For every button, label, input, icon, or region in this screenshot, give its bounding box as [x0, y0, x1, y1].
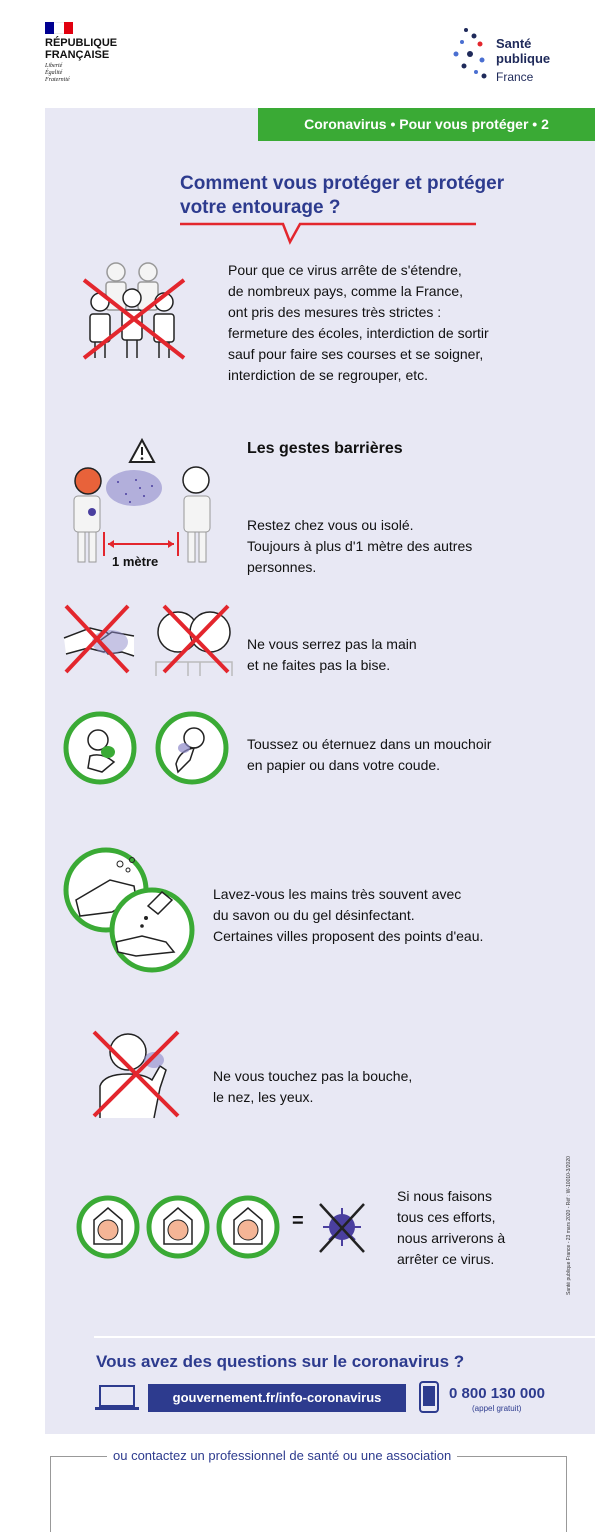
- gesture-line: Certaines villes proposent des points d'eau.: [213, 928, 484, 944]
- gesture-line: personnes.: [247, 559, 317, 575]
- gesture-no-handshake-text: [247, 634, 567, 676]
- distance-label: 1 mètre: [112, 554, 159, 569]
- intro-line: de nombreux pays, comme la France,: [228, 283, 463, 299]
- gesture-line: du savon ou du gel désinfectant.: [213, 907, 415, 923]
- equals-sign: =: [292, 1210, 304, 1232]
- intro-line: interdiction de se regrouper, etc.: [228, 367, 429, 383]
- contact-label: ou contactez un professionnel de santé ou une association: [107, 1448, 457, 1463]
- gesture-wash-hands-text: [213, 884, 563, 947]
- sante-publique-logo-icon: [452, 24, 492, 84]
- intro-line: sauf pour faire ses courses et se soigner,: [228, 346, 484, 362]
- gesture-line: Toussez ou éternuez dans un mouchoir: [247, 736, 492, 752]
- gesture-line: le nez, les yeux.: [213, 1089, 314, 1105]
- phone-note: (appel gratuit): [472, 1404, 522, 1413]
- gesture-line: Toujours à plus d'1 mètre des autres: [247, 538, 473, 554]
- speech-bubble-underline-icon: [178, 220, 478, 246]
- stay-home-equals-stop-virus-icon: [76, 1194, 366, 1260]
- questions-heading: Vous avez des questions sur le coronavirus ?: [96, 1352, 465, 1371]
- motto-fraternite: Fraternité: [45, 77, 70, 83]
- gesture-line: arrêter ce virus.: [397, 1251, 495, 1267]
- motto-liberte: Liberté: [45, 63, 63, 69]
- mobile-phone-icon: [418, 1380, 440, 1414]
- laptop-icon: [94, 1384, 140, 1412]
- gesture-line: Si nous faisons: [397, 1188, 492, 1204]
- gesture-line: et ne faites pas la bise.: [247, 657, 391, 673]
- phone-number[interactable]: 0 800 130 000: [449, 1385, 545, 1402]
- banner: Coronavirus • Pour vous protéger • 2: [258, 108, 595, 141]
- brand-line1: Santé: [496, 36, 532, 51]
- intro-line: Pour que ce virus arrête de s'étendre,: [228, 262, 462, 278]
- french-flag-icon: [45, 22, 73, 34]
- gesture-line: Lavez-vous les mains très souvent avec: [213, 886, 462, 902]
- page-title: Comment vous protéger et protéger votre entourage ?: [180, 173, 505, 218]
- gesture-line: Ne vous touchez pas la bouche,: [213, 1068, 413, 1084]
- motto-egalite: Égalité: [45, 70, 63, 76]
- cough-elbow-icon: [62, 710, 242, 786]
- barriers-title: Les gestes barrières: [247, 440, 403, 457]
- reference-note: Santé publique France - 23 mars 2020 - Réf : W-10010-3/2020: [566, 1156, 572, 1295]
- brand-line3: France: [496, 70, 534, 84]
- divider: [94, 1336, 595, 1338]
- no-face-touch-icon: [90, 1026, 184, 1120]
- wash-hands-icon: [62, 846, 200, 976]
- republic-line1: RÉPUBLIQUE: [45, 37, 118, 49]
- intro-line: fermeture des écoles, interdiction de sortir: [228, 325, 489, 341]
- gesture-no-face-touch-text: [213, 1066, 543, 1108]
- gesture-line: tous ces efforts,: [397, 1209, 496, 1225]
- gesture-cough-text: [247, 734, 567, 776]
- republic-line2: FRANÇAISE: [45, 49, 110, 61]
- conclusion-text: [397, 1186, 547, 1270]
- gesture-line: en papier ou dans votre coude.: [247, 757, 441, 773]
- gesture-line: nous arriverons à: [397, 1230, 506, 1246]
- brand-line2: publique: [496, 51, 551, 66]
- gesture-line: Restez chez vous ou isolé.: [247, 517, 414, 533]
- contact-box: [50, 1456, 567, 1532]
- intro-text: [228, 260, 568, 386]
- gesture-line: Ne vous serrez pas la main: [247, 636, 417, 652]
- info-url-link[interactable]: gouvernement.fr/info-coronavirus: [148, 1384, 406, 1412]
- crowd-forbidden-icon: [78, 260, 190, 362]
- no-handshake-no-kiss-icon: [60, 602, 238, 678]
- gesture-stay-home-text: [247, 515, 567, 578]
- intro-line: ont pris des mesures très strictes :: [228, 304, 442, 320]
